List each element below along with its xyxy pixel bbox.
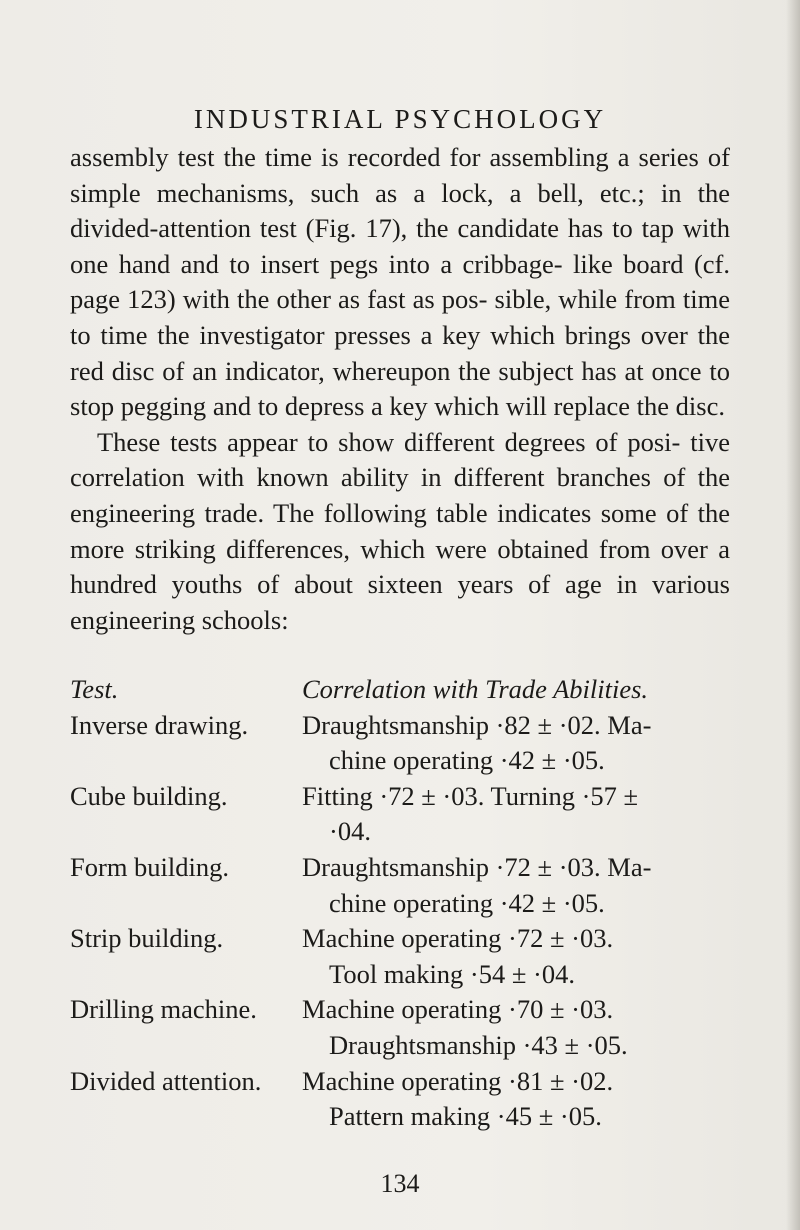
test-name: Strip building. [70,923,224,954]
correlation-cell [302,992,732,1063]
text-line: These tests appear to show different degrees of posi- [97,426,681,457]
text-line: some of the more striking differences, which were [70,497,730,564]
correlation-line-continued: ·04. [329,816,371,847]
correlation-cell [302,779,732,850]
correlation-line: Machine operating ·81 ± ·02. [302,1065,614,1096]
text-line: in the divided-attention test (Fig. 17), the candidate has [70,177,730,244]
test-name: Drilling machine. [70,994,257,1025]
paragraph-1 [70,140,730,425]
text-line: tive correlation with known ability in different branches [70,426,730,493]
header-correlation: Correlation with Trade Abilities. [302,674,649,704]
correlation-line-continued: Draughtsmanship ·43 ± ·05. [329,1029,628,1060]
test-name: Cube building. [70,780,228,811]
correlation-line: Machine operating ·72 ± ·03. [302,923,614,954]
correlation-line: Draughtsmanship ·72 ± ·03. Ma- [302,851,652,882]
running-head: INDUSTRIAL PSYCHOLOGY [193,104,607,134]
text-line: whereupon the subject has at once to stop pegging [70,355,730,422]
correlation-cell [302,850,732,921]
correlation-line: Machine operating ·70 ± ·03. [302,994,614,1025]
text-line: like board (cf. page 123) with the other as fast as pos- [70,248,730,315]
test-name: Form building. [70,851,230,882]
correlation-table [70,672,750,1135]
text-line: to tap with one hand and to insert pegs into a cribbage- [70,213,731,279]
text-line: series of simple mechanisms, such as a lock, a bell, etc.; [70,142,730,208]
correlation-cell [302,708,732,779]
correlation-line-continued: chine operating ·42 ± ·05. [329,745,605,776]
text-line: of the engineering trade. The following table indicates [70,462,731,528]
correlation-line-continued: Tool making ·54 ± ·04. [329,958,576,989]
table-row [70,992,750,1063]
text-line: years of age in various engineering schools: [70,569,730,635]
text-line: a key which brings over the red disc of an indicator, [70,319,730,386]
correlation-line-continued: Pattern making ·45 ± ·05. [329,1101,602,1132]
correlation-line: Draughtsmanship ·82 ± ·02. Ma- [302,709,652,740]
correlation-line: Fitting ·72 ± ·03. Turning ·57 ± [302,780,639,811]
text-line: assembly test the time is recorded for assembling a [70,142,630,172]
text-line: sible, while from time to time the investigator presses [70,284,731,350]
test-name: Inverse drawing. [70,709,249,740]
header-test: Test. [70,674,119,704]
table-row [70,779,750,850]
text-line: obtained from over a hundred youths of about sixteen [70,533,730,600]
body-text [70,140,730,638]
correlation-cell [302,1064,732,1135]
page-number: 134 [380,1169,420,1198]
table-row [70,850,750,921]
correlation-line-continued: chine operating ·42 ± ·05. [329,887,605,918]
test-name: Divided attention. [70,1065,262,1096]
text-line: and to depress a key which will replace the disc. [212,391,725,422]
table-header-row [70,672,750,708]
page-edge-shadow [786,0,800,1230]
table-row [70,708,750,779]
paragraph-2 [70,425,730,639]
table-row [70,921,750,992]
table-row [70,1064,750,1135]
correlation-cell [302,921,732,992]
